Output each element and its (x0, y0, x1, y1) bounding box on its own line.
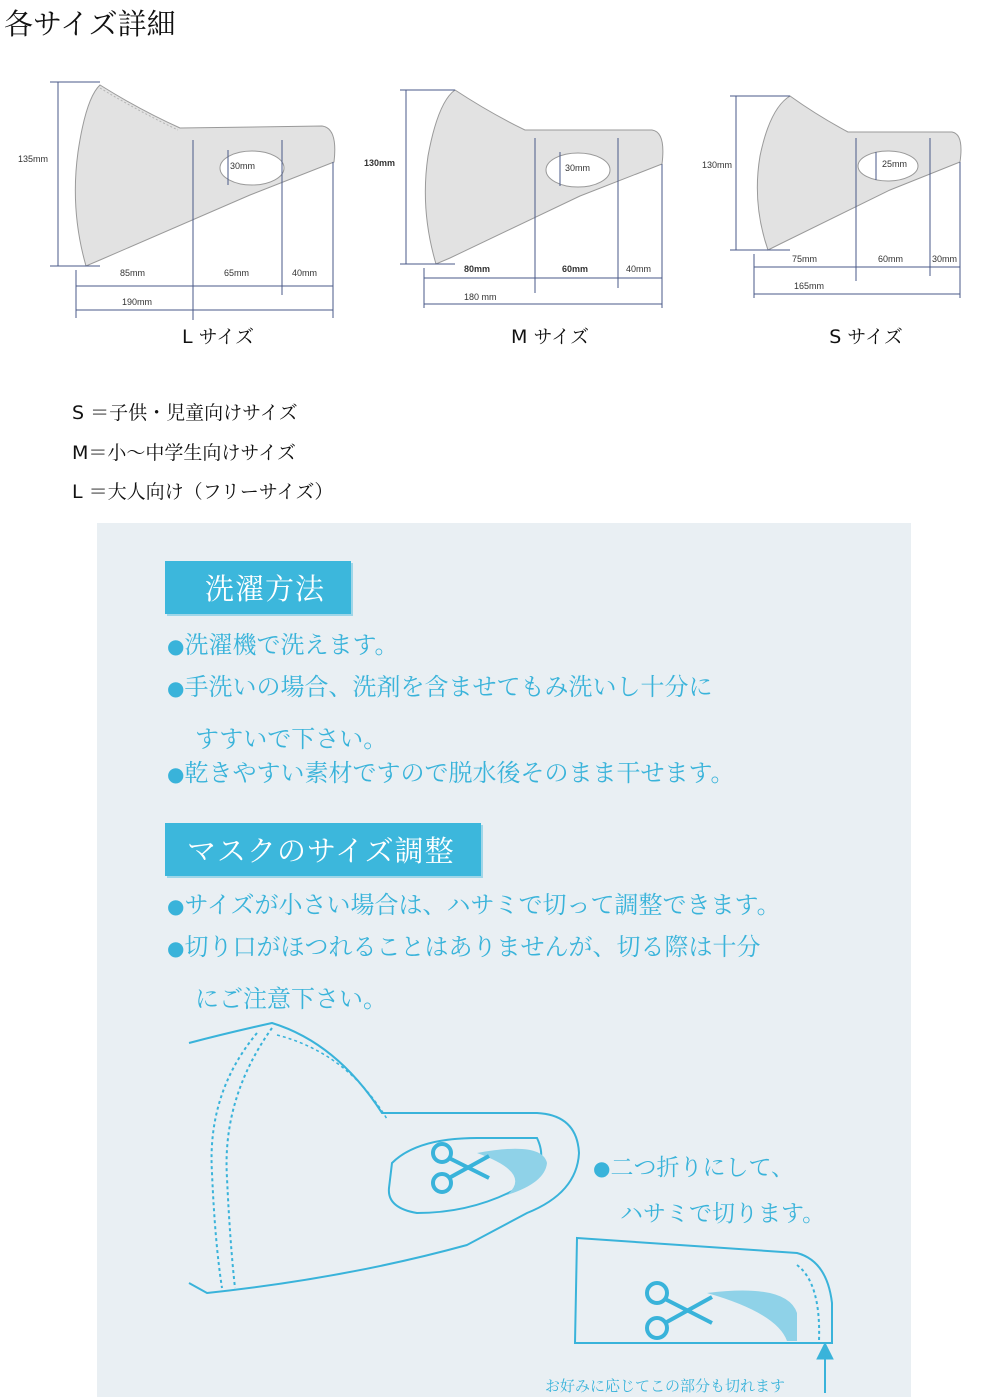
dim-height-s: 130mm (702, 160, 733, 170)
dim-total-s: 165mm (794, 281, 825, 291)
dim-seg1-l: 85mm (120, 268, 146, 278)
dim-seg1-m: 80mm (464, 264, 491, 274)
mask-diagram-s (690, 86, 975, 301)
washing-item-text: 手洗いの場合、洗剤を含ませてもみ洗いし十分に (184, 673, 713, 701)
adjust-item-text: サイズが小さい場合は、ハサミで切って調整できます。 (184, 891, 781, 919)
arrow-up-icon (817, 1343, 833, 1393)
dim-seg3-m: 40mm (626, 264, 652, 274)
legend-s: S ＝子供・児童向けサイズ (72, 402, 298, 424)
size-label-s: S サイズ (829, 326, 903, 348)
care-panel (97, 523, 911, 1397)
legend-m: M＝小～中学生向けサイズ (72, 442, 296, 464)
mask-diagram-m (360, 78, 670, 308)
scissors-icon (433, 1144, 489, 1192)
fold-instruction-line2: ハサミで切ります。 (620, 1201, 826, 1227)
page-title: 各サイズ詳細 (4, 7, 176, 41)
dim-hole-m: 30mm (565, 163, 591, 173)
dim-total-l: 190mm (122, 297, 153, 307)
washing-item-text: 乾きやすい素材ですので脱水後そのまま干せます。 (184, 759, 735, 787)
adjust-heading: マスクのサイズ調整 (165, 823, 481, 876)
dim-total-m: 180 mm (464, 292, 497, 302)
cut-note: お好みに応じてこの部分も切れます (545, 1377, 786, 1395)
dim-seg3-l: 40mm (292, 268, 318, 278)
bullet-icon: ● (167, 634, 185, 658)
fold-instruction (593, 1151, 794, 1186)
dim-hole-s: 25mm (882, 159, 908, 169)
washing-item-continuation: すすいで下さい。 (195, 725, 388, 753)
legend-l: L ＝大人向け（フリーサイズ） (72, 481, 334, 503)
dim-seg2-l: 65mm (224, 268, 250, 278)
dim-seg2-m: 60mm (562, 264, 589, 274)
bullet-icon: ● (167, 676, 185, 700)
adjust-item-text: 切り口がほつれることはありませんが、切る際は十分 (184, 933, 761, 961)
scissors-icon (647, 1283, 712, 1338)
fold-instruction-line1: 二つ折りにして、 (610, 1155, 794, 1181)
dim-seg1-s: 75mm (792, 254, 818, 264)
dim-seg3-s: 30mm (932, 254, 958, 264)
dim-hole-l: 30mm (230, 161, 256, 171)
adjust-item-continuation: にご注意下さい。 (195, 985, 387, 1013)
dim-seg2-s: 60mm (878, 254, 904, 264)
mask-diagram-l (0, 70, 345, 320)
washing-item-text: 洗濯機で洗えます。 (184, 631, 399, 659)
bullet-icon: ● (167, 762, 185, 786)
mask-cut-illustration (97, 523, 911, 1397)
dim-height-l: 135mm (18, 154, 49, 164)
bullet-icon: ● (167, 936, 185, 960)
dim-height-m: 130mm (364, 158, 396, 168)
bullet-icon: ● (593, 1156, 611, 1180)
bullet-icon: ● (167, 894, 185, 918)
size-label-l: L サイズ (181, 326, 255, 348)
size-label-m: M サイズ (511, 326, 589, 348)
washing-heading: 洗濯方法 (165, 561, 351, 614)
